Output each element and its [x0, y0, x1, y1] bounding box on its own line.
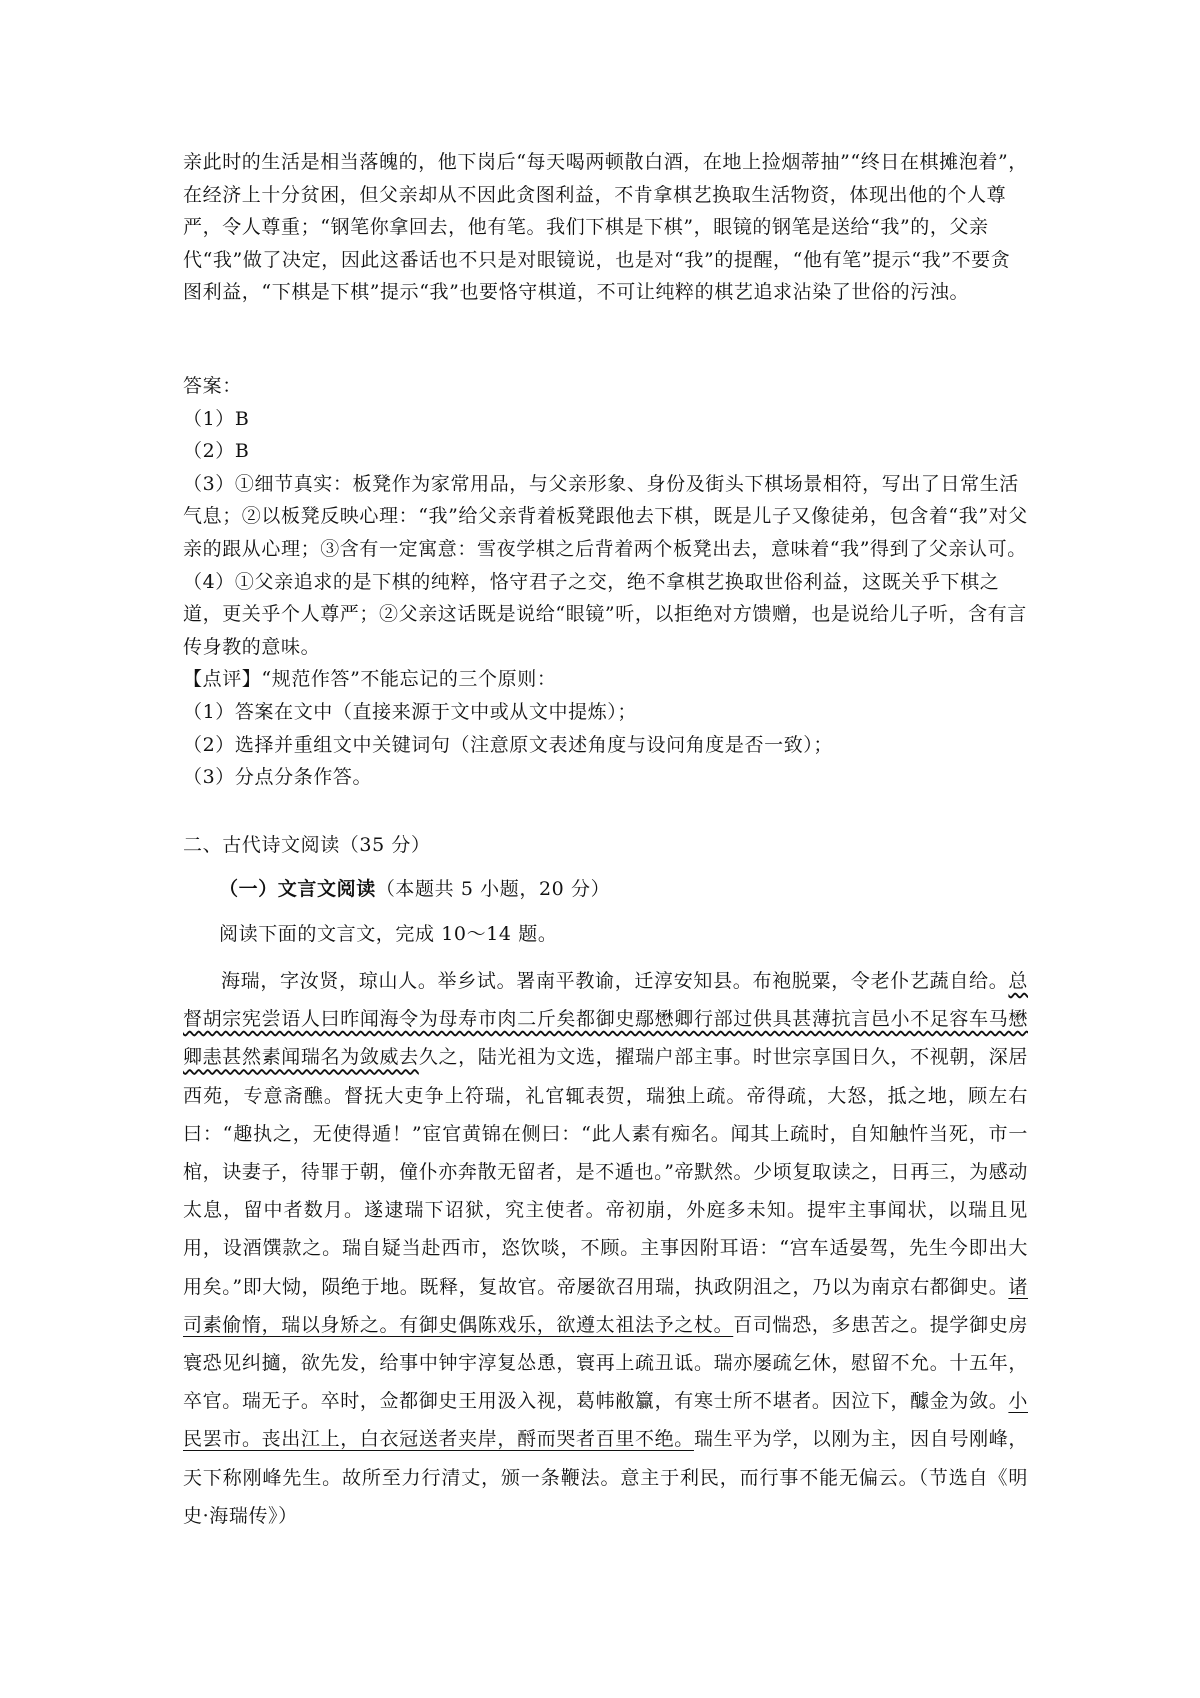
- passage-sentence: 久之，陆光祖为文选，擢瑞户部主事。时世宗享国日久，不视朝，深居西苑，专意斋醮。督抚大吏争上符瑞，礼官辄表贺，瑞独上疏。帝得疏，大怒，抵之地，顾左右曰：“趣执之，无使得遁！”宦官黄锦在侧曰：“此人素有痴名。闻其上疏时，自知触忤当死，市一棺，诀妻子，待罪于朝，僮仆亦奔散无留者，是不遁也。”帝默然。少顷复取读之，日再三，为感动太息，留中者数月。遂逮瑞下诏狱，究主使者。帝初崩，外庭多未知。提牢主事闻状，以瑞且见用，设酒馔款之。瑞自疑当赴西市，恣饮啖，不顾。主事因附耳语：“宫车适晏驾，先生今即出大用矣。”即大恸，陨绝于地。既释，复故官。帝屡欲召用瑞，执政阴沮之，乃以为南京右都御史。: [183, 1046, 1028, 1298]
- answer-2: （2）B: [183, 440, 250, 463]
- principle-3: （3）分点分条作答。: [183, 766, 373, 789]
- passage-sentence: 瑞生平为学，以刚为主，因自号刚峰，天下称刚峰先生。故所至力行清丈，颁一条鞭法。意主于利民，而行事不能无偏云。（节选自《明史·海瑞传》）: [183, 1428, 1029, 1527]
- principle-2: （2）选择并重组文中关键词句（注意原文表述角度与设问角度是否一致）；: [183, 733, 833, 756]
- section-2-title: 二、古代诗文阅读（35 分）: [183, 834, 431, 856]
- classical-chinese-passage: [183, 962, 1028, 1535]
- wavy-underlined-sentence: 总督胡宗宪尝语人曰昨闻海令为母寿市肉二斤矣都御史鄢懋卿行部过供具甚薄抗言邑小不足容车马懋卿恚甚然素闻瑞名为敛威去: [183, 970, 1028, 1069]
- answers-section: [183, 370, 1028, 794]
- answer-1: （1）B: [183, 407, 250, 430]
- analysis-paragraph: [183, 146, 1028, 309]
- underlined-sentence: 小民罢市。丧出江上，白衣冠送者夹岸，酹而哭者百里不绝。: [183, 1390, 1028, 1451]
- section-heading: [183, 829, 1028, 862]
- comment-title: 【点评】“规范作答”不能忘记的三个原则：: [183, 668, 557, 691]
- subsection-heading: [219, 873, 610, 906]
- answer-3: （3）①细节真实：板凳作为家常用品，与父亲形象、身份及街头下棋场景相符，写出了日常生活气息；②以板凳反映心理：“我”给父亲背着板凳跟他去下棋，既是儿子又像徒弟，包含着“我”对父亲的跟从心理；③含有一定寓意：雪夜学棋之后背着两个板凳出去，意味着“我”得到了父亲认可。: [183, 472, 1028, 560]
- passage-sentence: 百司惴恐，多患苦之。提学御史房寰恐见纠擿，欲先发，给事中钟宇淳复怂恿，寰再上疏丑诋。瑞亦屡疏乞休，慰留不允。十五年，卒官。瑞无子。卒时，佥都御史王用汲入视，葛帏敝籯，有寒士所不堪者。因泣下，醵金为敛。: [183, 1313, 1028, 1413]
- principle-1: （1）答案在文中（直接来源于文中或从文中提炼）；: [183, 700, 637, 723]
- subsection-note: （本题共 5 小题，20 分）: [375, 878, 611, 900]
- passage-sentence: 海瑞，字汝贤，琼山人。举乡试。署南平教谕，迁淳安知县。布袍脱粟，令老仆艺蔬自给。: [221, 970, 1009, 992]
- reading-instruction: 阅读下面的文言文，完成 10～14 题。: [219, 923, 558, 945]
- answer-4: （4）①父亲追求的是下棋的纯粹，恪守君子之交，绝不拿棋艺换取世俗利益，这既关乎下棋之道，更关乎个人尊严；②父亲这话既是说给“眼镜”听，以拒绝对方馈赠，也是说给儿子听，含有言传身教的意味。: [183, 570, 1027, 658]
- subsection-title: （一）文言文阅读: [219, 878, 376, 900]
- analysis-text: 亲此时的生活是相当落魄的，他下岗后“每天喝两顿散白酒，在地上捡烟蒂抽”“终日在棋摊泡着”，在经济上十分贫困，但父亲却从不因此贪图利益，不肯拿棋艺换取生活物资，体现出他的个人尊严，令人尊重；“钢笔你拿回去，他有笔。我们下棋是下棋”，眼镜的钢笔是送给“我”的，父亲代“我”做了决定，因此这番话也不只是对眼镜说，也是对“我”的提醒，“他有笔”提示“我”不要贪图利益，“下棋是下棋”提示“我”也要恪守棋道，不可让纯粹的棋艺追求沾染了世俗的污浊。: [183, 151, 1028, 304]
- underlined-sentence: 诸司素偷惰，瑞以身矫之。有御史偶陈戏乐，欲遵太祖法予之杖。: [183, 1275, 1028, 1336]
- answers-label: 答案：: [183, 375, 242, 397]
